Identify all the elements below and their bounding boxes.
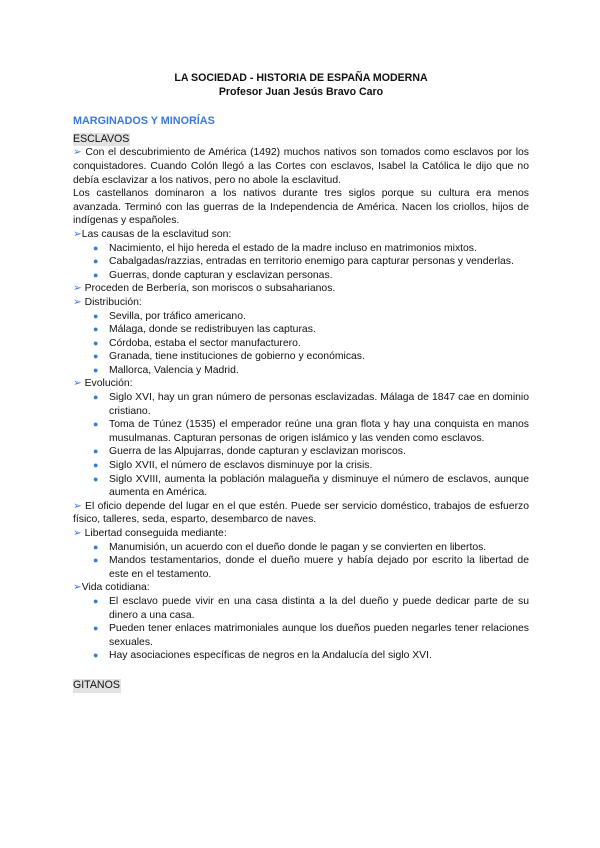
arrow-icon: ➢ — [73, 500, 82, 512]
document-author: Profesor Juan Jesús Bravo Caro — [218, 85, 384, 98]
bullet-icon: ● — [93, 269, 99, 280]
vida-list — [73, 595, 529, 663]
oficio-paragraph: ➢ El oficio depende del lugar en el que estén. Puede ser servicio doméstico, trabajos de esfuerzo físico, talleres, seda, esparto, desembarco de naves. — [73, 500, 530, 526]
gitanos-heading: GITANOS — [73, 678, 120, 691]
arrow-icon: ➢ — [73, 582, 82, 594]
list-item: ● Málaga, donde se redistribuyen las capturas. — [93, 324, 316, 336]
vida-label: ➢Vida cotidiana: — [73, 582, 150, 594]
causas-label: ➢Las causas de la esclavitud son: — [73, 228, 232, 240]
distribucion-list — [73, 310, 529, 378]
list-item: ● Córdoba, estaba el sector manufacturero. — [93, 337, 301, 349]
bullet-icon: ● — [93, 460, 99, 471]
list-item: ● Guerras, donde capturan y esclavizan personas. — [93, 269, 333, 281]
bullet-icon: ● — [93, 324, 99, 335]
evolucion-label: ➢ Evolución: — [73, 378, 133, 390]
bullet-icon: ● — [93, 310, 99, 321]
list-item: ● Siglo XVII, el número de esclavos disminuye por la crisis. — [93, 460, 373, 472]
list-item: ● El esclavo puede vivir en una casa distinta a la del dueño y puede dedicar parte de su dinero a una casa. — [93, 595, 529, 621]
proceden-line: ➢ Proceden de Berbería, son moriscos o subsaharianos. — [73, 283, 336, 295]
list-item: ● Mandos testamentarios, donde el dueño muere y había dejado por escrito la libertad de este en el testamento. — [93, 555, 529, 580]
list-item: ● Hay asociaciones específicas de negros en la Andalucía del siglo XVI. — [93, 650, 432, 662]
arrow-icon: ➢ — [73, 147, 82, 159]
intro-paragraph: ➢ Con el descubrimiento de América (1492) muchos nativos son tomados como esclavos por los conquistadores. Cuando Colón llegó a las Cortes con esclavos, Isabel la Católica le dijo que no debía esclavizar a los nativos, pero no abole la esclavitud. — [73, 147, 529, 186]
bullet-icon: ● — [93, 419, 99, 430]
libertad-label: ➢ Libertad conseguida mediante: — [73, 528, 227, 539]
bullet-icon: ● — [93, 242, 99, 253]
causas-list — [73, 242, 529, 283]
list-item: ● Nacimiento, el hijo hereda el estado de la madre incluso en matrimonios mixtos. — [93, 242, 477, 254]
list-item: ● Siglo XVIII, aumenta la población malagueña y disminuye el número de esclavos, aunque aumenta en América. — [93, 473, 529, 499]
intro-paragraph-2: Los castellanos dominaron a los nativos durante tres siglos porque su cultura era menos avanzada. Terminó con las guerras de la Independencia de América. Nacen los criollos, hijos de indígenas y españoles. — [73, 188, 529, 227]
distribucion-label: ➢ Distribución: — [73, 296, 142, 308]
bullet-icon: ● — [93, 541, 99, 552]
list-item: ● Siglo XVI, hay un gran número de personas esclavizadas. Málaga de 1847 cae en dominio cristiano. — [93, 392, 529, 417]
arrow-icon: ➢ — [73, 528, 82, 539]
arrow-icon: ➢ — [73, 283, 82, 295]
bullet-icon: ● — [93, 650, 99, 661]
bullet-icon: ● — [93, 364, 99, 375]
arrow-icon: ➢ — [73, 296, 82, 308]
esclavos-heading: ESCLAVOS — [73, 132, 130, 145]
list-item: ● Granada, tiene instituciones de gobierno y económicas. — [93, 351, 365, 363]
bullet-icon: ● — [93, 595, 99, 606]
list-item: ● Mallorca, Valencia y Madrid. — [93, 364, 239, 376]
list-item: ● Pueden tener enlaces matrimoniales aunque los dueños pueden negarles tener relaciones sexuales. — [93, 623, 529, 648]
libertad-list — [73, 541, 529, 582]
list-item: ● Sevilla, por tráfico americano. — [93, 310, 246, 322]
list-item: ● Toma de Túnez (1535) el emperador reúne una gran flota y hay una conquista en manos musulmanas. Capturan personas de origen islámico y las venden como esclavos. — [93, 419, 529, 444]
bullet-icon: ● — [93, 473, 99, 484]
bullet-icon: ● — [93, 392, 99, 403]
bullet-icon: ● — [93, 446, 99, 457]
bullet-icon: ● — [93, 555, 99, 566]
arrow-icon: ➢ — [73, 378, 82, 390]
document-title: LA SOCIEDAD - HISTORIA DE ESPAÑA MODERNA — [174, 72, 428, 84]
document-body — [73, 72, 529, 693]
list-item: ● Manumisión, un acuerdo con el dueño donde le pagan y se convierten en libertos. — [93, 541, 487, 553]
bullet-icon: ● — [93, 351, 99, 362]
list-item: ● Cabalgadas/razzias, entradas en territorio enemigo para capturar personas y venderlas. — [93, 256, 514, 268]
bullet-icon: ● — [93, 623, 99, 634]
section-title: MARGINADOS Y MINORÍAS — [73, 115, 215, 128]
evolucion-list — [73, 391, 529, 500]
bullet-icon: ● — [93, 256, 99, 267]
arrow-icon: ➢ — [73, 228, 82, 240]
list-item: ● Guerra de las Alpujarras, donde capturan y esclavizan moriscos. — [93, 446, 406, 458]
bullet-icon: ● — [93, 337, 99, 348]
